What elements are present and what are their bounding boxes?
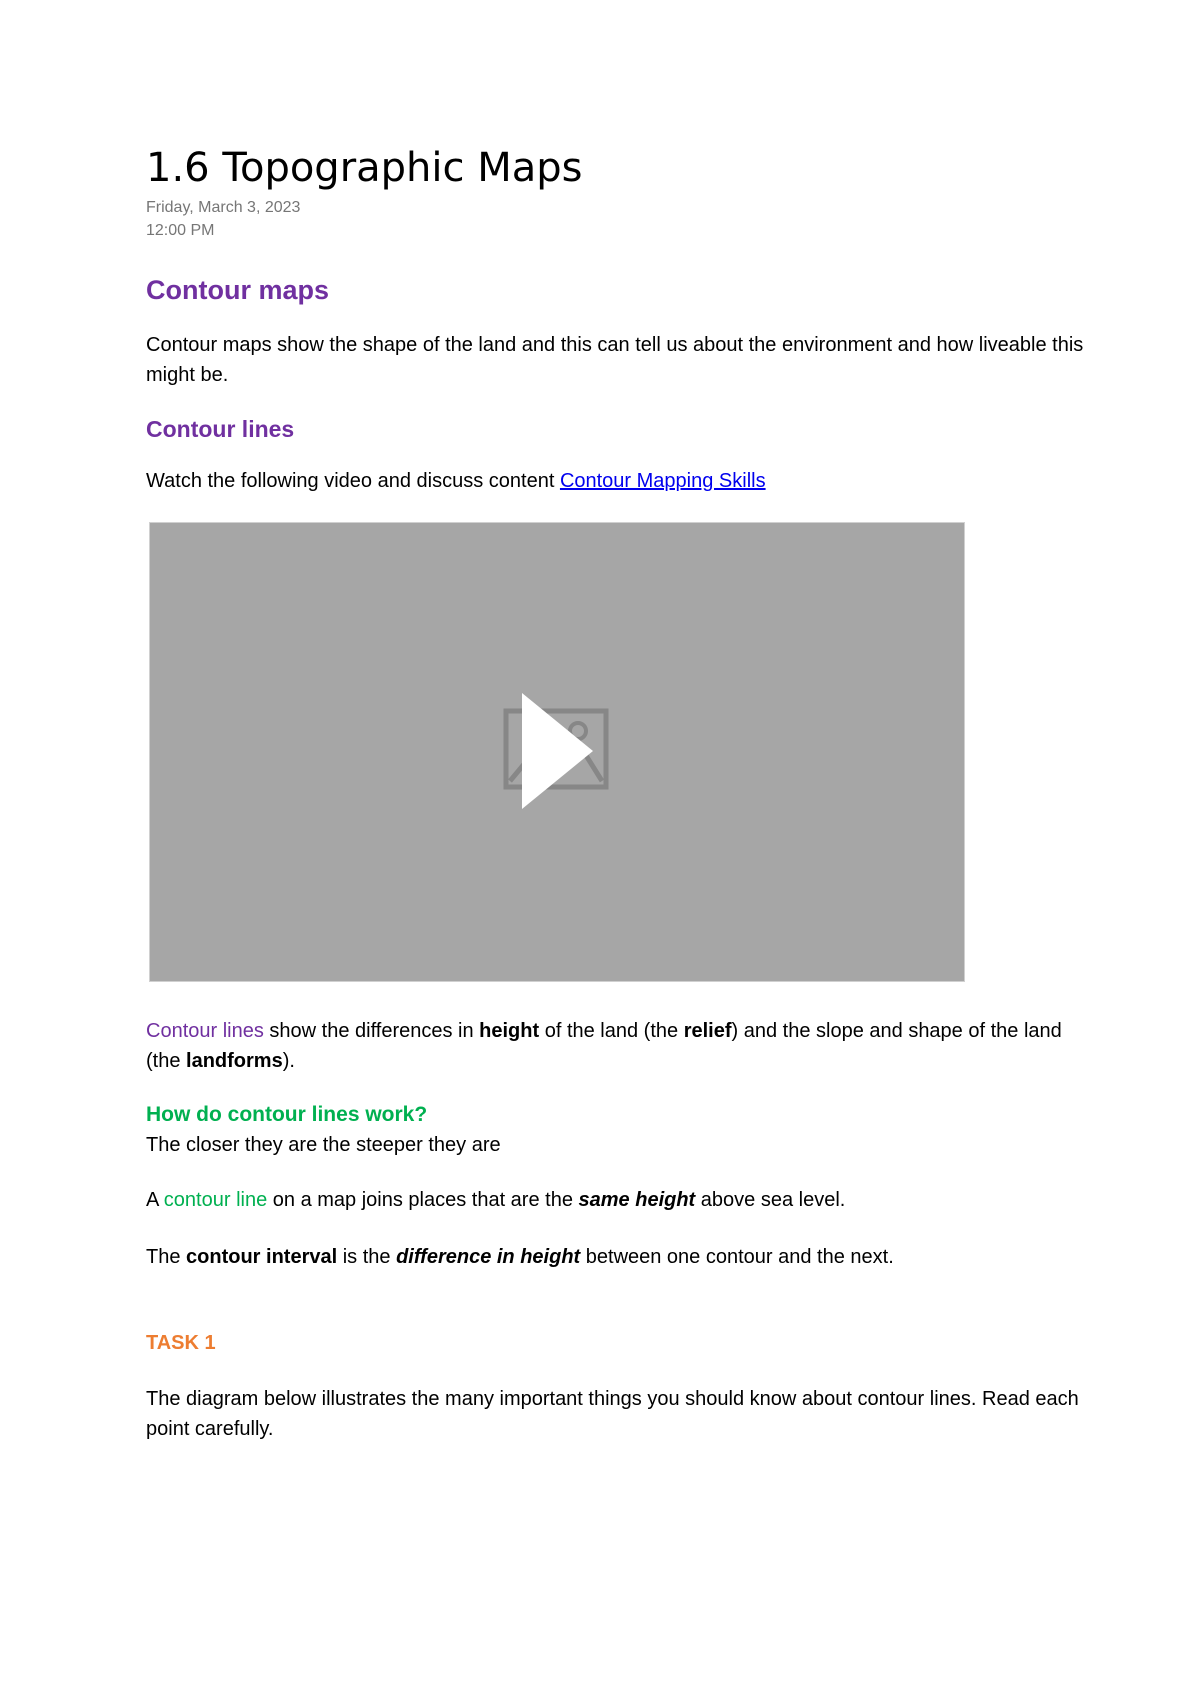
relief-text-3: ) and the slope and shape of the land (the	[146, 1020, 1062, 1072]
video-link[interactable]: Contour Mapping Skills	[559, 470, 766, 492]
line-text-3: above sea level.	[695, 1189, 846, 1211]
term-same-height: same height	[578, 1189, 696, 1211]
watch-paragraph	[146, 466, 1086, 496]
term-landforms: landforms	[186, 1050, 283, 1072]
line-text-2: on a map joins places that are the	[267, 1189, 579, 1211]
term-contour-lines: Contour lines	[146, 1020, 264, 1042]
contour-line-paragraph	[146, 1185, 1086, 1215]
task-paragraph: The diagram below illustrates the many important things you should know about contour lines. Read each point carefully.	[146, 1388, 1079, 1440]
heading-contour-lines: Contour lines	[146, 416, 295, 442]
page-date: Friday, March 3, 2023	[146, 199, 301, 216]
interval-text-1: The	[146, 1246, 187, 1268]
interval-text-2: is the	[337, 1246, 397, 1268]
term-relief: relief	[683, 1020, 732, 1042]
watch-text: Watch the following video and discuss content	[146, 470, 560, 492]
video-embed[interactable]	[149, 522, 965, 982]
term-difference-in-height: difference in height	[396, 1246, 581, 1268]
term-height: height	[479, 1020, 540, 1042]
relief-text-2: of the land (the	[539, 1020, 684, 1042]
video-placeholder-graphic	[150, 523, 964, 981]
term-contour-line: contour line	[163, 1189, 268, 1211]
contour-maps-paragraph: Contour maps show the shape of the land and this can tell us about the environment and how liveable this might be.	[146, 334, 1084, 386]
relief-paragraph	[146, 1016, 1086, 1076]
interval-text-3: between one contour and the next.	[580, 1246, 894, 1268]
page-time: 12:00 PM	[146, 222, 215, 239]
how-paragraph: The closer they are the steeper they are	[146, 1134, 501, 1156]
term-contour-interval: contour interval	[186, 1246, 338, 1268]
document-page	[146, 140, 1086, 1444]
heading-task-1: TASK 1	[146, 1332, 216, 1354]
line-text-1: A	[146, 1189, 164, 1211]
heading-contour-maps: Contour maps	[146, 275, 330, 305]
relief-text-4: ).	[282, 1050, 295, 1072]
heading-how-contour-lines-work: How do contour lines work?	[146, 1103, 428, 1126]
page-title: 1.6 Topographic Maps	[146, 145, 583, 191]
contour-interval-paragraph	[146, 1242, 1086, 1272]
relief-text-1: show the differences in	[263, 1020, 480, 1042]
